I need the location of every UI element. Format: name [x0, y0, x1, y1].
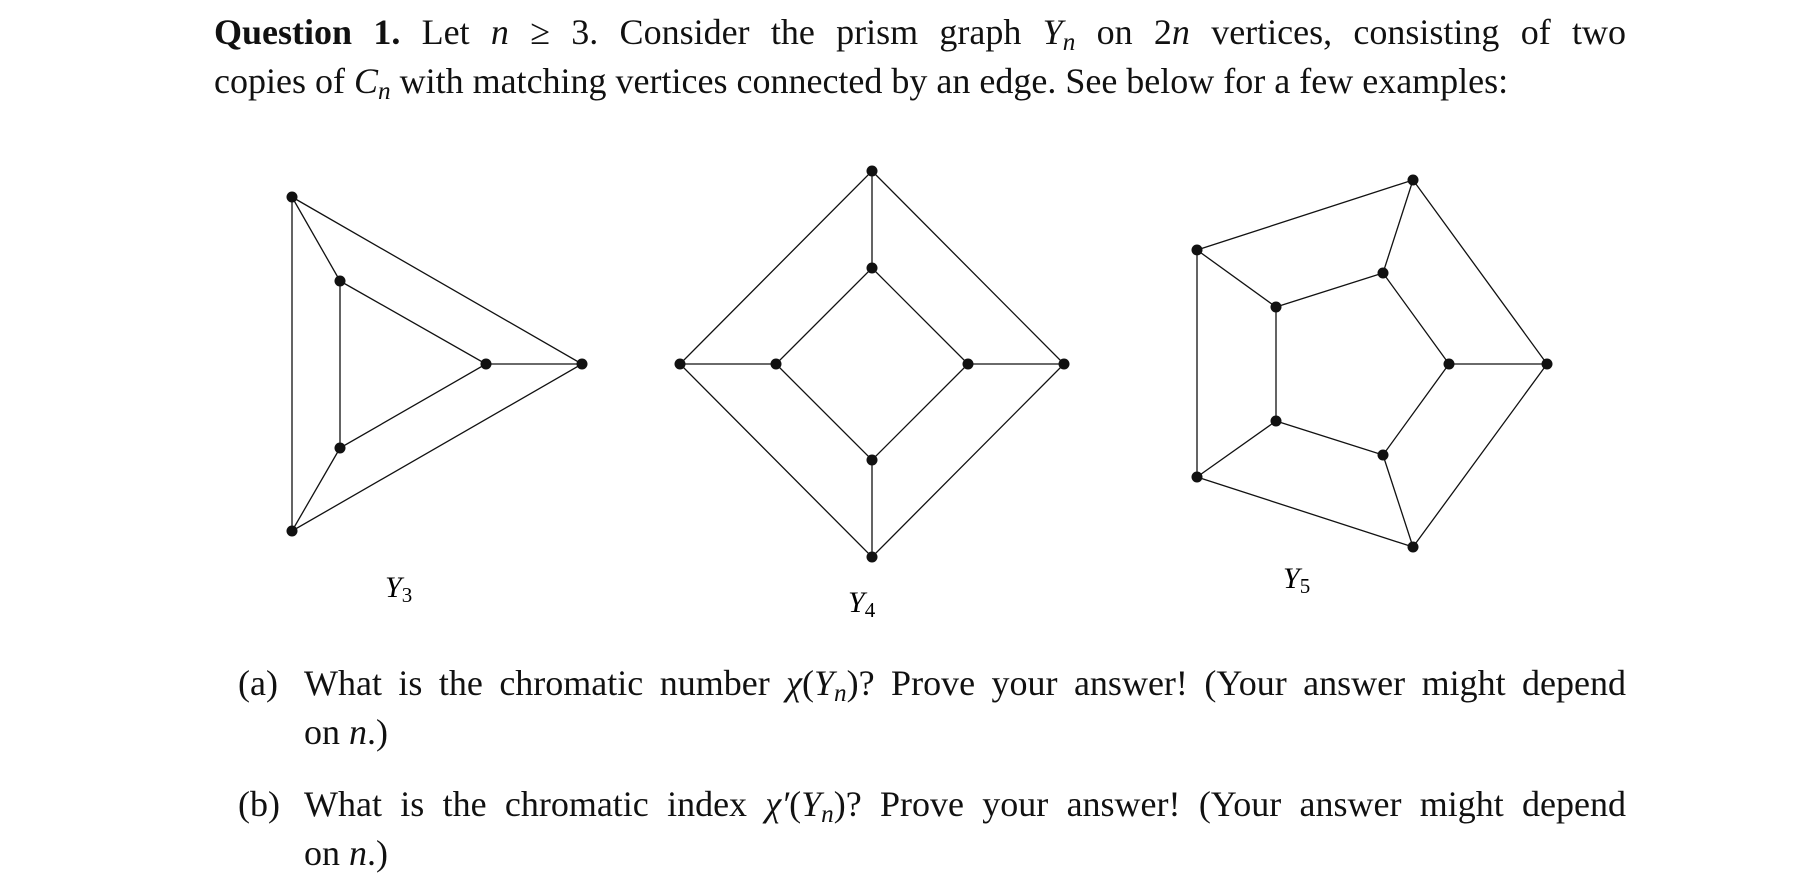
- text-fragment: .): [367, 833, 388, 873]
- vertex: [963, 359, 974, 370]
- math-var: n: [349, 712, 367, 752]
- sub-questions: [238, 661, 1626, 875]
- math-subscript: n: [821, 801, 834, 829]
- math-func: χ: [786, 663, 802, 703]
- vertex: [335, 276, 346, 287]
- part-line: [304, 782, 1626, 831]
- text-fragment: on: [304, 712, 340, 752]
- math-var: Y: [1042, 12, 1063, 52]
- part-line: [304, 831, 1626, 875]
- part-line: [304, 661, 1626, 710]
- vertex: [1378, 268, 1389, 279]
- vertex: [1192, 472, 1203, 483]
- text-fragment: ≥ 3. Consider the prism graph: [530, 12, 1022, 52]
- question-label: Question 1.: [214, 12, 401, 52]
- text-fragment: copies of: [214, 61, 345, 101]
- text-fragment: Let: [421, 12, 470, 52]
- vertex: [867, 263, 878, 274]
- label-subscript: 4: [864, 598, 876, 622]
- y3-inner-cycle: [340, 281, 486, 448]
- y4-inner-cycle: [776, 268, 968, 460]
- text-fragment: on: [304, 833, 340, 873]
- y5-spoke: [1383, 180, 1413, 273]
- graph-label-y5: [1283, 562, 1310, 598]
- vertex: [867, 166, 878, 177]
- vertex: [577, 359, 588, 370]
- text-fragment: ? Prove your answer! (Your answer might depend: [845, 784, 1626, 824]
- part-label: (a): [238, 663, 278, 703]
- vertex: [287, 526, 298, 537]
- vertex: [675, 359, 686, 370]
- math-func: χ′: [765, 784, 790, 824]
- graph-y3-edges: [292, 197, 582, 531]
- vertex: [1542, 359, 1553, 370]
- vertex: [1271, 302, 1282, 313]
- part-text: [304, 661, 1626, 754]
- text-fragment: on 2: [1096, 12, 1172, 52]
- y3-spoke: [292, 448, 340, 531]
- graph-vertices: [287, 166, 1553, 563]
- graph-y5-edges: [1197, 180, 1547, 547]
- graph-label-y4: [848, 586, 876, 622]
- math-var: n: [349, 833, 367, 873]
- text-fragment: .): [367, 712, 388, 752]
- y5-spoke: [1383, 455, 1413, 547]
- math-expression: χ′(Yn)? Prove your answer! (Your answer might depend: [765, 784, 1626, 829]
- vertex: [481, 359, 492, 370]
- math-var: n: [490, 12, 509, 52]
- math-subscript: n: [377, 78, 391, 106]
- text-fragment: with matching vertices connected by an edge. See below for a few examples:: [399, 61, 1509, 101]
- text-fragment: ? Prove your answer! (Your answer might depend: [858, 663, 1627, 703]
- part-b: [238, 782, 1626, 875]
- vertex: [771, 359, 782, 370]
- math-subscript: n: [1062, 29, 1076, 57]
- part-line: [304, 710, 1626, 754]
- part-label: (b): [238, 784, 280, 824]
- vertex: [1408, 542, 1419, 553]
- vertex: [1378, 450, 1389, 461]
- label-main: Y: [1283, 562, 1300, 595]
- math-var: Y: [801, 784, 822, 824]
- math-subscript: n: [834, 680, 847, 708]
- vertex: [287, 192, 298, 203]
- vertex: [867, 552, 878, 563]
- math-expression: χ(Yn)? Prove your answer! (Your answer might depend: [786, 663, 1627, 708]
- math-var: C: [353, 61, 378, 101]
- label-main: Y: [848, 586, 865, 619]
- graph-label-y3: [385, 571, 412, 607]
- y5-inner-cycle: [1276, 273, 1449, 455]
- vertex: [1408, 175, 1419, 186]
- vertex: [867, 455, 878, 466]
- vertex: [1059, 359, 1070, 370]
- label-main: Y: [385, 571, 402, 604]
- y5-spoke: [1197, 250, 1276, 307]
- y3-spoke: [292, 197, 340, 281]
- text-fragment: What is the chromatic number: [304, 663, 770, 703]
- label-subscript: 5: [1299, 574, 1311, 598]
- math-var: Y: [814, 663, 835, 703]
- math-var: n: [1171, 12, 1190, 52]
- vertex: [1271, 416, 1282, 427]
- vertex: [1192, 245, 1203, 256]
- graph-edges: [292, 171, 1547, 557]
- text-fragment: What is the chromatic index: [304, 784, 748, 824]
- part-a: [238, 661, 1626, 754]
- vertex: [335, 443, 346, 454]
- y5-spoke: [1197, 421, 1276, 477]
- label-subscript: 3: [401, 583, 413, 607]
- vertex: [1444, 359, 1455, 370]
- graph-y4-edges: [680, 171, 1064, 557]
- text-fragment: vertices, consisting of two: [1211, 12, 1627, 52]
- part-text: [304, 782, 1626, 875]
